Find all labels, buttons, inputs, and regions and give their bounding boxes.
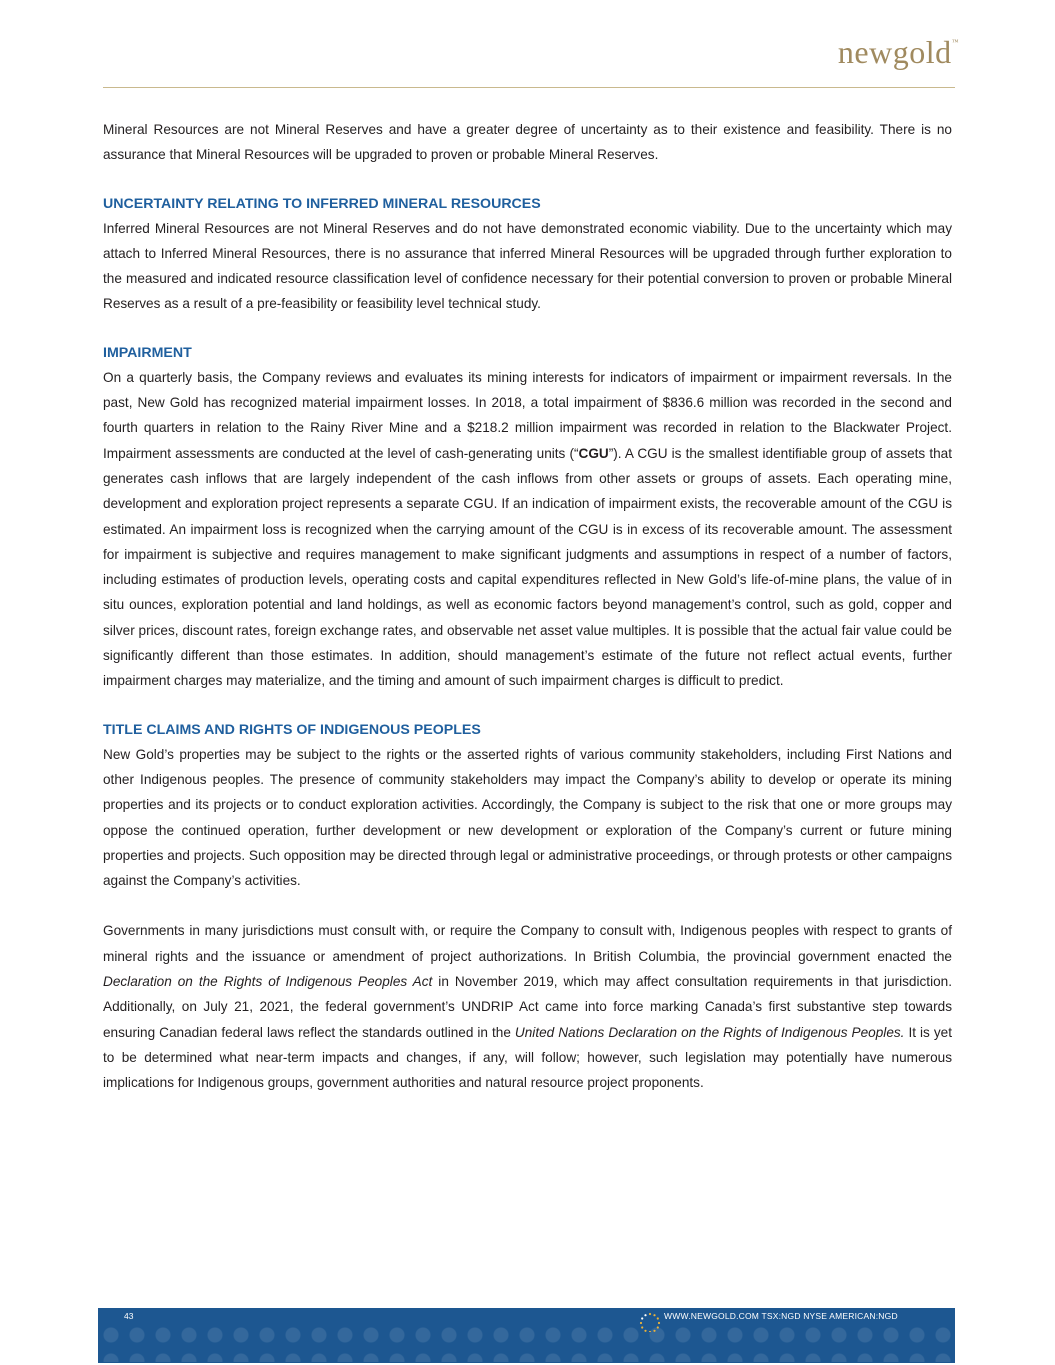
logo-trademark: ™	[951, 38, 959, 46]
document-body	[103, 117, 952, 1096]
title-claims-text-b: in November 2019, which may affect consultation requirements in that jurisdiction. Additionally, on July 21, 2021, the federal government’s UNDRIP Act came into force marking Canada’s first substantive step towards ensuring Canadian federal laws reflect the standards outlined in the	[103, 974, 953, 1040]
heading-inferred-resources: UNCERTAINTY RELATING TO INFERRED MINERAL RESOURCES	[103, 195, 541, 212]
impairment-text-a: On a quarterly basis, the Company reviews and evaluates its mining interests for indicators of impairment or impairment reversals. In the past, New Gold has recognized material impairment losses. In 2018, a total impairment of $836.6 million was recorded in the second and fourth quarters in relation to the Rainy River Mine and a $218.2 million impairment was recorded in relation to the Blackwater Project. Impairment assessments are conducted at the level of cash-generating units (“	[103, 369, 952, 461]
inferred-paragraph: Inferred Mineral Resources are not Mineral Reserves and do not have demonstrated economic viability. Due to the uncertainty which may attach to Inferred Mineral Resources, there is no assurance that inferred Mineral Resources will be upgraded through further exploration to the measured and indicated resource classification level of confidence necessary for their potential conversion to proven or probable Mineral Reserves as a result of a pre-feasibility or feasibility level technical study.	[103, 220, 952, 312]
page-footer	[98, 1308, 955, 1363]
impairment-text-b: ”). A CGU is the smallest identifiable group of assets that generates cash inflows that are largely independent of the cash inflows from other assets or groups of assets. Each operating mine, development and exploration project represents a separate CGU. If an indication of impairment exists, the recoverable amount of the CGU is estimated. An impairment loss is recognized when the carrying amount of the CGU is in excess of its recoverable amount. The assessment for impairment is subjective and requires management to make significant judgments and assumptions in respect of a number of factors, including estimates of production levels, operating costs and capital expenditures reflected in New Gold’s life-of-mine plans, the value of in situ ounces, exploration potential and land holdings, as well as economic factors beyond management’s control, such as gold, copper and silver prices, discount rates, foreign exchange rates, and observable net asset value multiples. It is possible that the actual fair value could be significantly different than those estimates. In addition, should management’s estimate of the future not reflect actual events, further impairment charges may materialize, and the timing and amount of such impairment charges is difficult to predict.	[103, 445, 952, 689]
title-claims-text-c: It is yet to be determined what near-term impacts and changes, if any, will follow; however, such legislation may potentially have numerous implications for Indigenous groups, government authorities and natural resource project proponents.	[103, 1024, 952, 1091]
header-divider	[103, 87, 955, 88]
impairment-paragraph	[103, 365, 952, 694]
title-claims-paragraph-2	[103, 918, 952, 1095]
heading-impairment: IMPAIRMENT	[103, 344, 192, 361]
footer-contact-info: WWW.NEWGOLD.COM TSX:NGD NYSE AMERICAN:NGD	[664, 1311, 898, 1321]
title-claims-paragraph-1: New Gold’s properties may be subject to the rights or the asserted rights of various community stakeholders, including First Nations and other Indigenous peoples. The presence of community stakeholders may impact the Company’s ability to develop or operate its mining properties and its projects or to conduct exploration activities. Accordingly, the Company is subject to the risk that one or more groups may oppose the continued operation, further development or new development or exploration of the Company’s current or future mining properties and projects. Such opposition may be directed through legal or administrative proceedings, or through protests or other campaigns against the Company’s activities.	[103, 746, 952, 889]
page-number: 43	[124, 1311, 134, 1321]
un-declaration-title: United Nations Declaration on the Rights of Indigenous Peoples.	[514, 1024, 905, 1040]
cgu-term: CGU	[578, 445, 609, 461]
newgold-logo	[838, 34, 959, 71]
newgold-emblem-icon	[639, 1312, 661, 1332]
intro-paragraph: Mineral Resources are not Mineral Reserves and have a greater degree of uncertainty as to their existence and feasibility. There is no assurance that Mineral Resources will be upgraded to proven or probable Mineral Reserves.	[103, 122, 952, 163]
footer-pattern	[98, 1322, 955, 1362]
heading-title-claims: TITLE CLAIMS AND RIGHTS OF INDIGENOUS PEOPLES	[103, 721, 481, 738]
title-claims-text-a: Governments in many jurisdictions must consult with, or require the Company to consult with, Indigenous peoples with respect to grants of mineral rights and the issuance or amendment of project authorizations. In British Columbia, the provincial government enacted the	[103, 923, 952, 964]
logo-text: newgold	[837, 34, 952, 70]
declaration-act-title: Declaration on the Rights of Indigenous Peoples Act	[103, 974, 433, 990]
